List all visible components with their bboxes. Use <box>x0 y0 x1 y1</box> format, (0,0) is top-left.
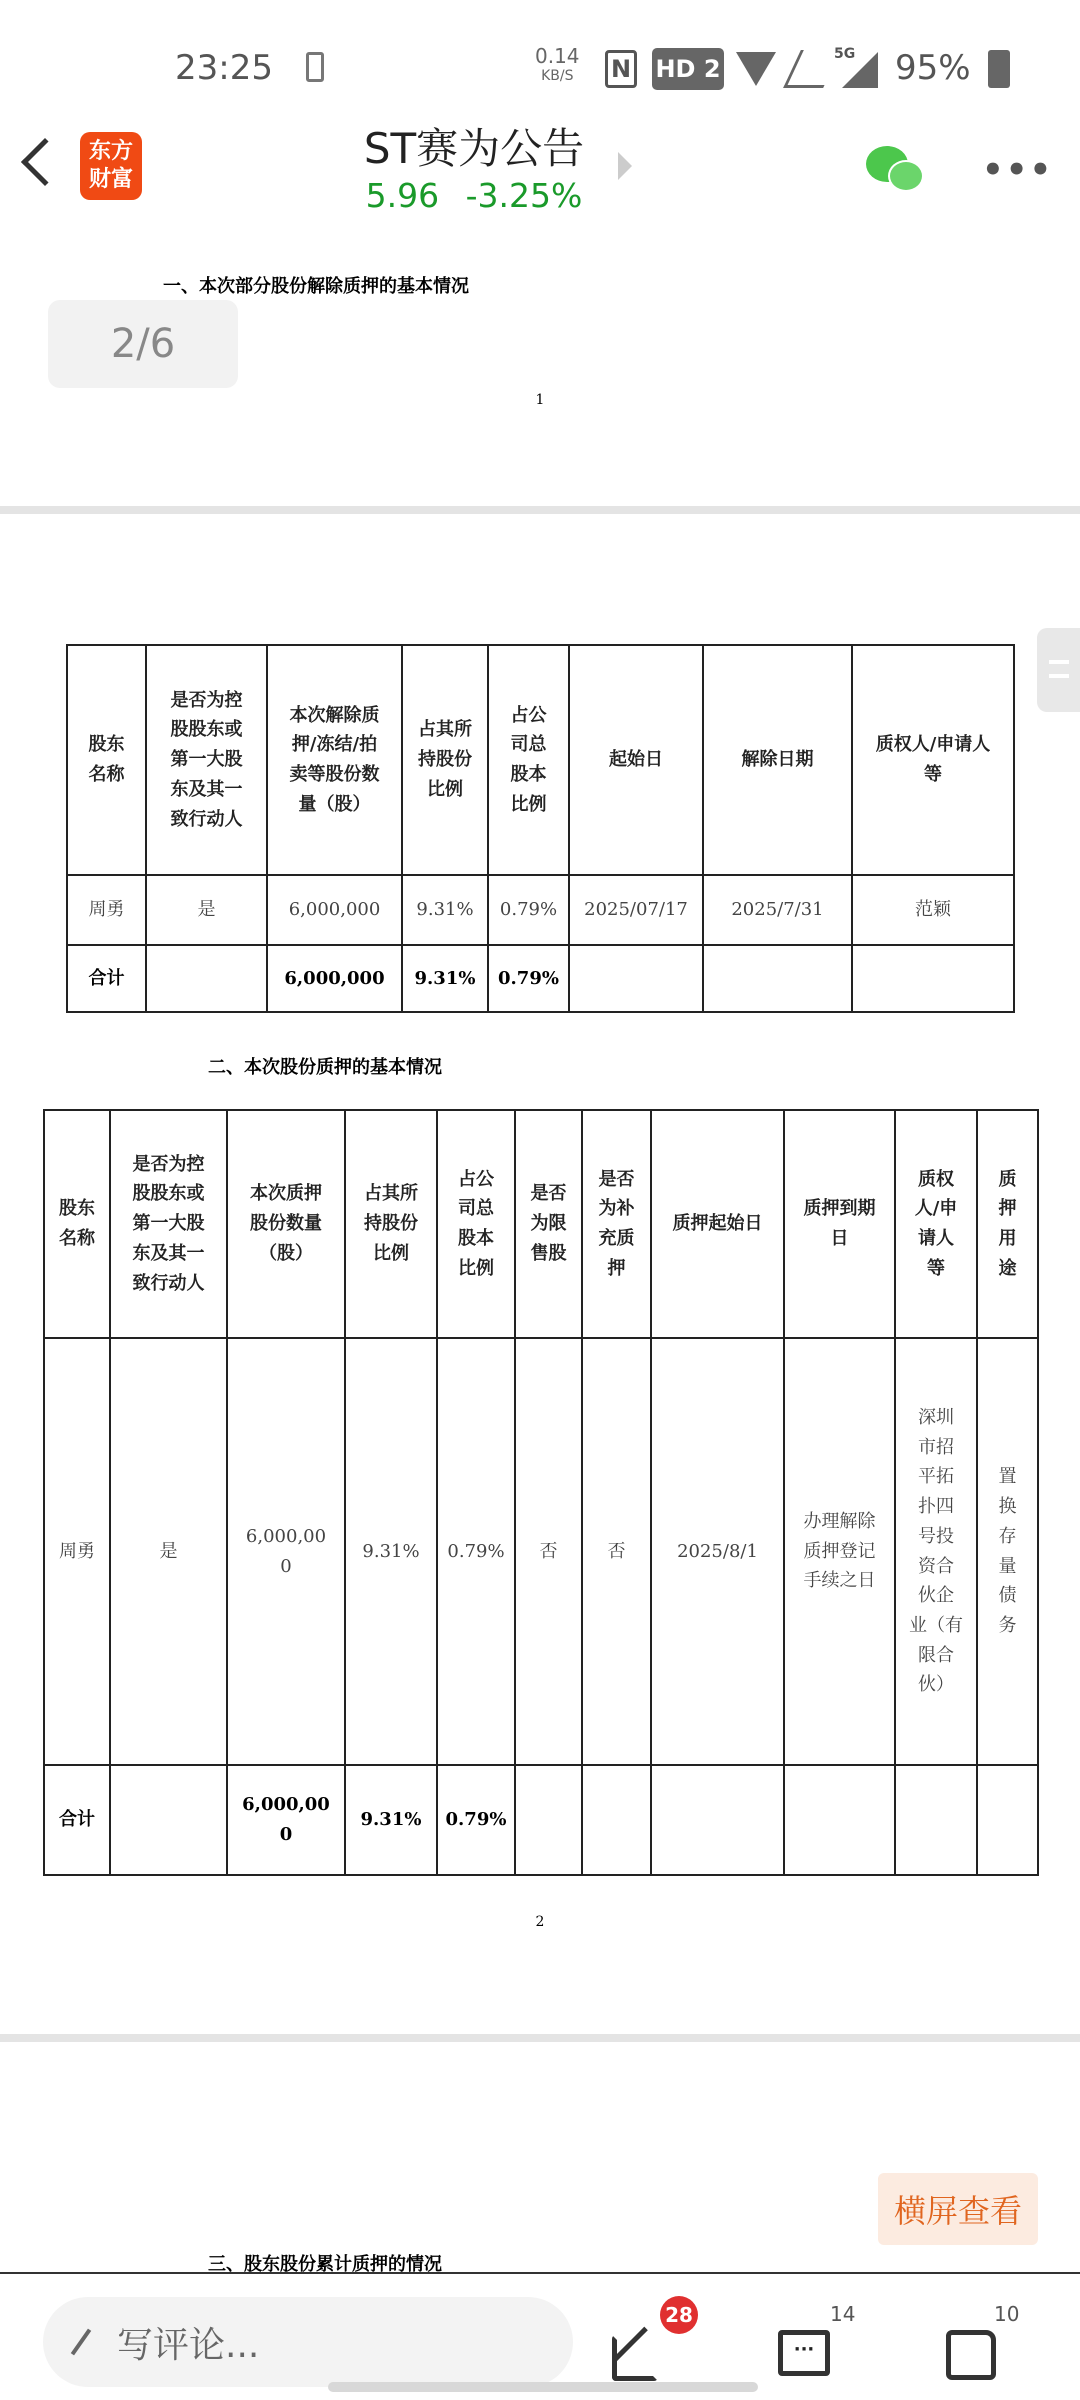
share-count-badge: 28 <box>660 2296 698 2334</box>
column-header: 起始日 <box>569 645 703 875</box>
table-cell <box>582 1765 651 1875</box>
page-number-1: 1 <box>535 392 545 408</box>
column-header: 占公 司总 股本 比例 <box>488 645 569 875</box>
table-cell: 0.79% <box>488 875 569 945</box>
column-header: 质押到期 日 <box>784 1110 895 1338</box>
table-cell: 范颖 <box>852 875 1014 945</box>
table-cell: 周勇 <box>44 1338 110 1765</box>
comment-placeholder: 写评论... <box>117 2324 260 2366</box>
like-icon[interactable] <box>946 2330 996 2380</box>
section-1-title: 一、本次部分股份解除质押的基本情况 <box>163 276 469 297</box>
column-header: 是否为控 股股东或 第一大股 东及其一 致行动人 <box>146 645 267 875</box>
table-cell <box>852 945 1014 1012</box>
network-type: 5G <box>834 46 856 62</box>
net-speed-value: 0.14 <box>535 44 580 68</box>
table-cell <box>569 945 703 1012</box>
column-header: 质押起始日 <box>651 1110 784 1338</box>
table-cell: 9.31% <box>345 1338 437 1765</box>
column-header: 是否为控 股股东或 第一大股 东及其一 致行动人 <box>110 1110 227 1338</box>
hd-badge: HD 2 <box>652 48 724 90</box>
net-speed-unit: KB/S <box>541 68 574 84</box>
section-2-title: 二、本次股份质押的基本情况 <box>208 1057 442 1078</box>
table-header-row <box>67 645 1014 875</box>
wifi-icon <box>736 52 776 86</box>
table-cell: 0.79% <box>437 1765 515 1875</box>
comment-count: 14 <box>830 2302 856 2326</box>
table-cell <box>703 945 852 1012</box>
table-cell <box>651 1765 784 1875</box>
no-signal-icon <box>783 50 841 88</box>
table-cell: 6,000,00 0 <box>227 1765 345 1875</box>
pledge-release-table <box>66 644 1015 1013</box>
table-cell: 2025/8/1 <box>651 1338 784 1765</box>
scroll-handle[interactable] <box>1037 628 1080 712</box>
column-header: 解除日期 <box>703 645 852 875</box>
table-cell: 6,000,000 <box>267 945 402 1012</box>
stock-detail-arrow-icon[interactable] <box>618 152 632 180</box>
wechat-share-icon-bubble <box>888 160 924 192</box>
table-row <box>67 875 1014 945</box>
pencil-icon <box>71 2329 91 2356</box>
table-cell: 是 <box>110 1338 227 1765</box>
table-cell <box>895 1765 977 1875</box>
column-header: 股东 名称 <box>44 1110 110 1338</box>
landscape-view-button[interactable]: 横屏查看 <box>878 2173 1038 2245</box>
column-header: 本次解除质 押/冻结/拍 卖等股份数 量（股） <box>267 645 402 875</box>
table-cell: 6,000,000 <box>267 875 402 945</box>
table-cell: 深圳 市招 平拓 扑四 号投 资合 伙企 业（有 限合 伙） <box>895 1338 977 1765</box>
table-cell: 9.31% <box>345 1765 437 1875</box>
page-title: ST赛为公告 <box>363 124 585 173</box>
table-cell: 6,000,00 0 <box>227 1338 345 1765</box>
table-row <box>44 1338 1038 1765</box>
comment-input[interactable] <box>43 2297 573 2387</box>
app-logo: 东方 财富 <box>80 132 142 200</box>
page-number-2: 2 <box>535 1914 545 1930</box>
table-cell <box>515 1765 582 1875</box>
column-header: 质权 人/申 请人 等 <box>895 1110 977 1338</box>
table-cell: 2025/7/31 <box>703 875 852 945</box>
battery-icon <box>988 50 1010 88</box>
page-divider <box>0 2034 1080 2042</box>
page-indicator: 2/6 <box>48 300 238 388</box>
table-cell: 否 <box>515 1338 582 1765</box>
table-header-row <box>44 1110 1038 1338</box>
table-cell: 0.79% <box>488 945 569 1012</box>
download-icon <box>306 52 324 82</box>
column-header: 占其所 持股份 比例 <box>402 645 488 875</box>
table-cell: 2025/07/17 <box>569 875 703 945</box>
column-header: 占公 司总 股本 比例 <box>437 1110 515 1338</box>
column-header: 质权人/申请人 等 <box>852 645 1014 875</box>
more-options-icon[interactable]: ••• <box>982 150 1054 190</box>
column-header: 是否 为补 充质 押 <box>582 1110 651 1338</box>
table-cell: 周勇 <box>67 875 146 945</box>
table-cell <box>977 1765 1038 1875</box>
nfc-icon: N <box>605 50 637 88</box>
status-time: 23:25 <box>175 48 273 88</box>
home-indicator[interactable] <box>328 2382 758 2392</box>
signal-icon <box>842 52 878 88</box>
stock-quote <box>0 176 948 215</box>
table-cell: 9.31% <box>402 945 488 1012</box>
table-cell: 是 <box>146 875 267 945</box>
table-cell: 9.31% <box>402 875 488 945</box>
table-cell: 合计 <box>44 1765 110 1875</box>
battery-percent: 95% <box>895 48 971 88</box>
page-divider <box>0 506 1080 514</box>
table-cell: 办理解除 质押登记 手续之日 <box>784 1338 895 1765</box>
table-cell: 0.79% <box>437 1338 515 1765</box>
stock-price: 5.96 <box>365 176 440 215</box>
section-3-title: 三、股东股份累计质押的情况 <box>208 2254 442 2275</box>
column-header: 股东 名称 <box>67 645 146 875</box>
pledge-table <box>43 1109 1039 1876</box>
column-header: 是否 为限 售股 <box>515 1110 582 1338</box>
column-header: 本次质押 股份数量 （股） <box>227 1110 345 1338</box>
table-cell <box>784 1765 895 1875</box>
net-speed <box>535 46 580 86</box>
table-cell: 合计 <box>67 945 146 1012</box>
table-cell: 置 换 存 量 债 务 <box>977 1338 1038 1765</box>
table-cell <box>110 1765 227 1875</box>
table-total-row <box>44 1765 1038 1875</box>
like-count: 10 <box>994 2302 1020 2326</box>
table-cell: 否 <box>582 1338 651 1765</box>
table-total-row <box>67 945 1014 1012</box>
column-header: 占其所 持股份 比例 <box>345 1110 437 1338</box>
column-header: 质 押 用 途 <box>977 1110 1038 1338</box>
stock-change: -3.25% <box>465 176 583 215</box>
table-cell <box>146 945 267 1012</box>
comment-icon[interactable]: ··· <box>778 2330 830 2376</box>
